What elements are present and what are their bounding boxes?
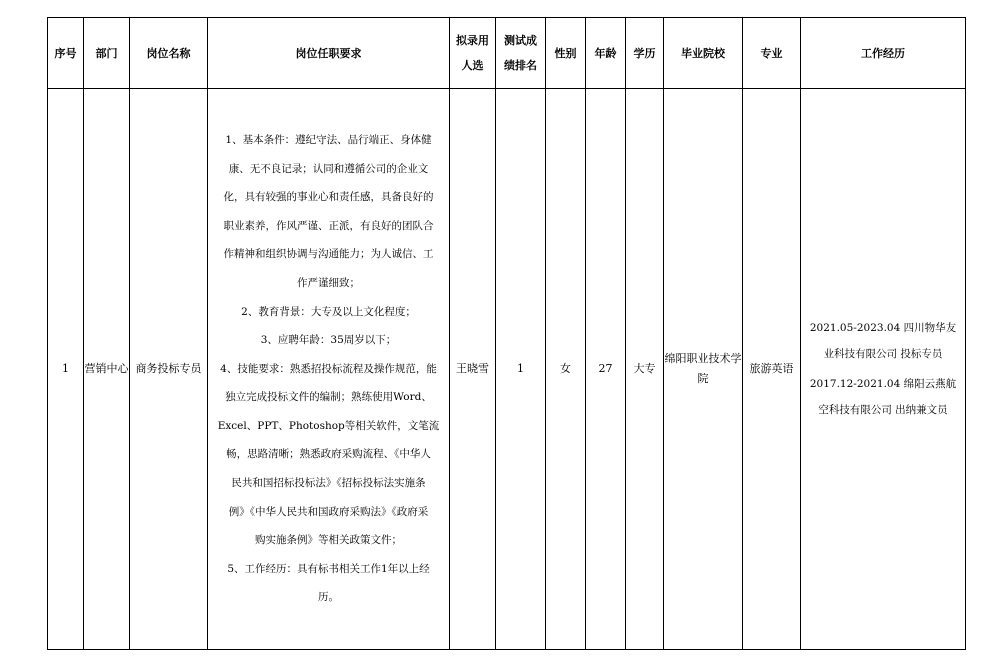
header-candidate: [450, 18, 496, 89]
recruitment-table: [47, 17, 966, 650]
requirement-line: 例》《中华人民共和国政府采购法》《政府采: [228, 505, 429, 518]
header-position: 岗位名称: [130, 18, 208, 89]
requirement-line: 1、基本条件：遵纪守法、品行端正、身体健: [225, 133, 432, 146]
requirement-line: 5、工作经历：具有标书相关工作1年以上经: [227, 562, 430, 575]
cell-dept: 营销中心: [84, 89, 130, 650]
header-school: 毕业院校: [664, 18, 743, 89]
cell-gender: 女: [546, 89, 586, 650]
header-candidate-line1: 拟录用: [456, 34, 489, 47]
requirements-text: [208, 126, 449, 612]
cell-requirements: [208, 89, 450, 650]
requirement-line: 化，具有较强的事业心和责任感，具备良好的: [223, 191, 434, 204]
requirement-line: 4、技能要求：熟悉招投标流程及操作规范，能: [220, 362, 437, 375]
header-rank: [496, 18, 546, 89]
requirement-line: 畅，思路清晰；熟悉政府采购流程、《中华人: [226, 448, 431, 461]
header-requirements: 岗位任职要求: [208, 18, 450, 89]
header-experience: 工作经历: [801, 18, 966, 89]
requirement-line: 作精神和组织协调与沟通能力；为人诚信、工: [223, 248, 434, 261]
header-gender: 性别: [546, 18, 586, 89]
cell-rank: 1: [496, 89, 546, 650]
requirement-line: 职业素养，作风严谨、正派，有良好的团队合: [223, 219, 434, 232]
requirement-line: 购实施条例》等相关政策文件；: [255, 534, 402, 547]
cell-seq: 1: [48, 89, 84, 650]
header-seq: 序号: [48, 18, 84, 89]
cell-candidate: 王晓雪: [450, 89, 496, 650]
experience-entry: 2017.12-2021.04 绵阳云燕航空科技有限公司 出纳兼文员: [809, 378, 957, 416]
header-candidate-line2: 人选: [461, 59, 484, 72]
cell-education: 大专: [626, 89, 664, 650]
requirement-line: 独立完成投标文件的编制；熟练使用Word、: [225, 391, 432, 404]
experience-entry: 2021.05-2023.04 四川物华友业科技有限公司 投标专员: [809, 322, 957, 360]
cell-school: 绵阳职业技术学院: [664, 89, 743, 650]
header-major: 专业: [743, 18, 801, 89]
requirement-line: 3、应聘年龄：35周岁以下；: [260, 334, 397, 347]
header-education: 学历: [626, 18, 664, 89]
cell-position: 商务投标专员: [130, 89, 208, 650]
requirement-line: 2、教育背景：大专及以上文化程度；: [241, 305, 416, 318]
header-row: [48, 18, 966, 89]
cell-major: 旅游英语: [743, 89, 801, 650]
requirement-line: 民共和国招标投标法》《招标投标法实施条: [231, 477, 426, 490]
requirement-line: 康、无不良记录；认同和遵循公司的企业文: [228, 162, 429, 175]
requirement-line: 历。: [318, 591, 339, 604]
header-dept: 部门: [84, 18, 130, 89]
header-age: 年龄: [586, 18, 626, 89]
cell-experience: [801, 89, 966, 650]
header-rank-line1: 测试成: [504, 34, 537, 47]
cell-age: 27: [586, 89, 626, 650]
table-row: [48, 89, 966, 650]
header-rank-line2: 绩排名: [504, 59, 537, 72]
requirement-line: Excel、PPT、Photoshop等相关软件，文笔流: [217, 419, 440, 432]
requirement-line: 作严谨细致；: [297, 276, 360, 289]
